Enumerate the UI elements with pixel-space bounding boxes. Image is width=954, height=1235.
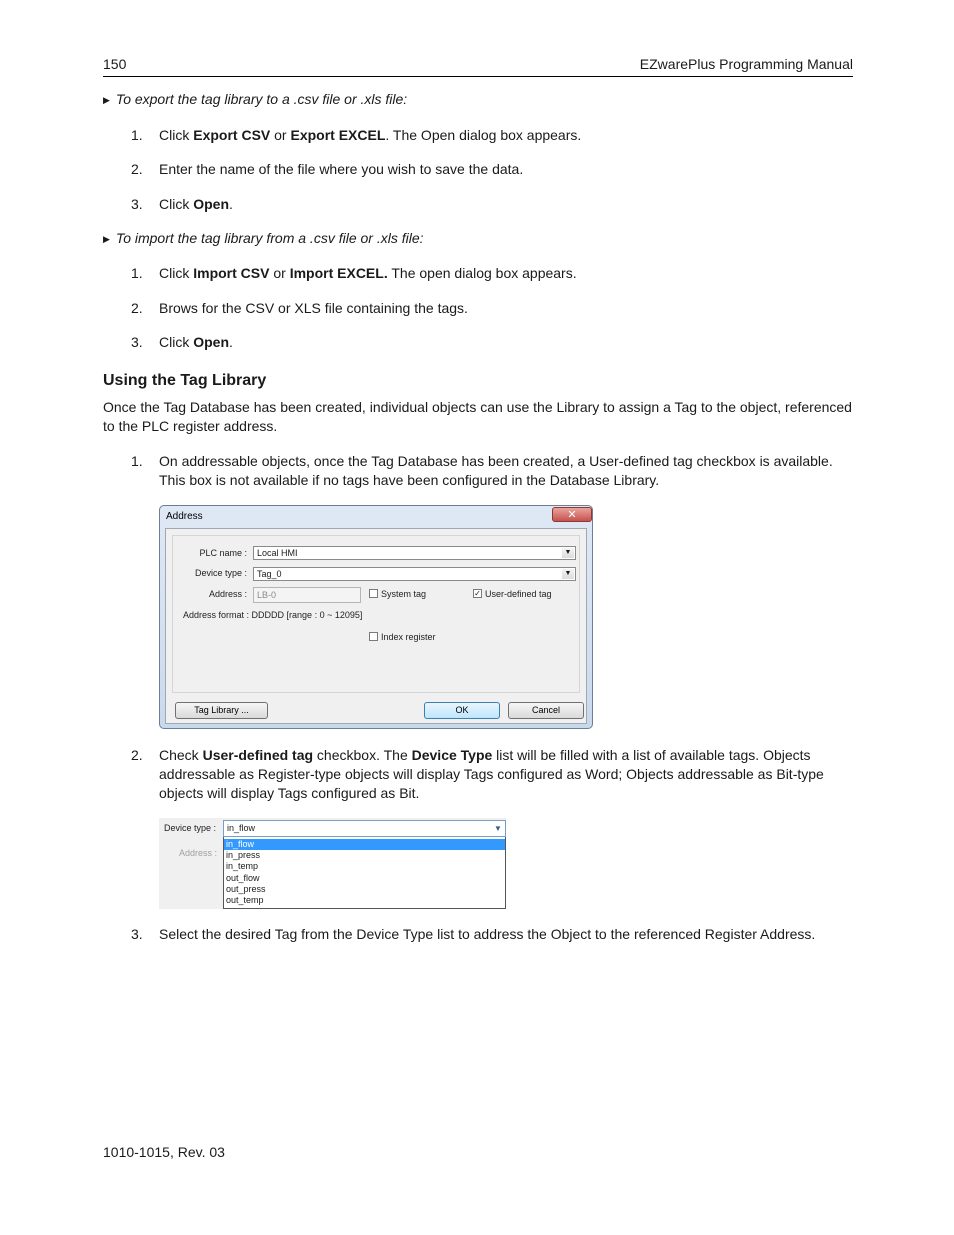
manual-title: EZwarePlus Programming Manual (639, 56, 853, 72)
step-text: Click Import CSV or Import EXCEL. The open dialog box appears. (159, 265, 577, 281)
device-type-label: Device type : (164, 823, 217, 833)
step-text: Brows for the CSV or XLS file containing the tags. (159, 300, 468, 316)
user-defined-tag-checkbox[interactable] (473, 589, 482, 598)
system-tag-checkbox[interactable] (369, 589, 378, 598)
export-step-3 (131, 195, 851, 214)
step-number: 2. (131, 747, 143, 763)
option-out-press[interactable]: out_press (226, 884, 266, 894)
step-text: Click Open. (159, 196, 233, 212)
import-intro-text: To import the tag library from a .csv file or .xls file: (115, 230, 424, 246)
step-text: On addressable objects, once the Tag Database has been created, a User-defined tag checkbox is available. This box is not available if no tags have been configured in the Database Library. (159, 453, 833, 488)
option-out-temp[interactable]: out_temp (226, 895, 264, 905)
plc-name-label: PLC name : (199, 548, 247, 558)
step-number: 1. (131, 127, 143, 143)
ok-button[interactable]: OK (424, 702, 500, 719)
dropdown-arrow-icon: ▼ (562, 569, 574, 579)
dialog-title: Address (166, 511, 203, 522)
export-step-2 (131, 160, 851, 179)
address-label: Address : (179, 848, 218, 858)
close-button[interactable] (552, 507, 592, 522)
address-format-value: DDDDD [range : 0 ~ 12095] (251, 610, 363, 620)
address-label: Address : (208, 589, 247, 599)
address-format-label: Address format : (183, 610, 250, 620)
cancel-button[interactable]: Cancel (508, 702, 584, 719)
step-number: 2. (131, 161, 143, 177)
device-type-dropdown-screenshot (159, 818, 506, 909)
header-rule (103, 76, 853, 77)
step-text: Select the desired Tag from the Device Type list to address the Object to the referenced Register Address. (159, 926, 816, 942)
checkmark-icon: ✓ (474, 589, 481, 598)
export-intro (103, 91, 407, 107)
section-paragraph: Once the Tag Database has been created, individual objects can use the Library to assign a Tag to the object, referenced to the PLC register address. (103, 399, 852, 434)
dialog-body (165, 528, 587, 724)
step-text: Enter the name of the file where you wish to save the data. (159, 161, 524, 177)
device-type-select[interactable] (253, 567, 576, 581)
dropdown-arrow-icon: ▼ (562, 548, 574, 558)
device-type-value: Tag_0 (257, 569, 282, 579)
option-in-press[interactable]: in_press (226, 850, 261, 860)
step-text: Click Export CSV or Export EXCEL. The Open dialog box appears. (159, 127, 582, 143)
step-number: 3. (131, 926, 143, 942)
chevron-down-icon: ▼ (494, 824, 502, 833)
export-intro-text: To export the tag library to a .csv file or .xls file: (115, 91, 408, 107)
footer-doc-id: 1010-1015, Rev. 03 (103, 1144, 225, 1160)
using-step-3 (131, 925, 851, 944)
page-number: 150 (103, 56, 127, 72)
option-out-flow[interactable]: out_flow (226, 873, 260, 883)
option-in-temp[interactable]: in_temp (226, 861, 259, 871)
plc-name-select[interactable] (253, 546, 576, 560)
device-type-value: in_flow (227, 823, 256, 833)
bullet-triangle-icon: ▶ (103, 234, 110, 244)
tag-library-button[interactable]: Tag Library ... (175, 702, 268, 719)
device-type-options (223, 837, 506, 909)
step-text: Check User-defined tag checkbox. The Device Type list will be filled with a list of available tags. Objects addressable as Register-type objects will display Tags configured as Word; Objects addressable as Bit-type objects will display Tags configured as Bit. (159, 747, 824, 801)
step-text: Click Open. (159, 334, 233, 350)
import-step-2 (131, 299, 851, 318)
address-format (183, 610, 362, 620)
using-step-2 (131, 746, 851, 801)
device-type-select[interactable] (223, 820, 506, 837)
step-number: 1. (131, 453, 143, 469)
address-group (172, 535, 580, 693)
bullet-triangle-icon: ▶ (103, 95, 110, 105)
device-type-label: Device type : (194, 568, 247, 578)
import-step-1 (131, 264, 851, 283)
address-dialog (159, 505, 593, 729)
plc-name-value: Local HMI (257, 548, 298, 558)
step-number: 3. (131, 196, 143, 212)
close-icon: ✕ (567, 509, 577, 521)
step-number: 3. (131, 334, 143, 350)
index-register-label: Index register (381, 632, 436, 642)
step-number: 2. (131, 300, 143, 316)
index-register-checkbox[interactable] (369, 632, 378, 641)
system-tag-label: System tag (381, 589, 427, 599)
address-input[interactable]: LB-0 (253, 587, 361, 603)
step-number: 1. (131, 265, 143, 281)
using-step-1 (131, 452, 851, 488)
export-step-1 (131, 126, 851, 145)
user-defined-tag-label: User-defined tag (485, 589, 552, 599)
option-in-flow[interactable]: in_flow (224, 839, 505, 850)
import-step-3 (131, 333, 851, 352)
section-heading: Using the Tag Library (103, 372, 267, 389)
import-intro (103, 230, 424, 246)
